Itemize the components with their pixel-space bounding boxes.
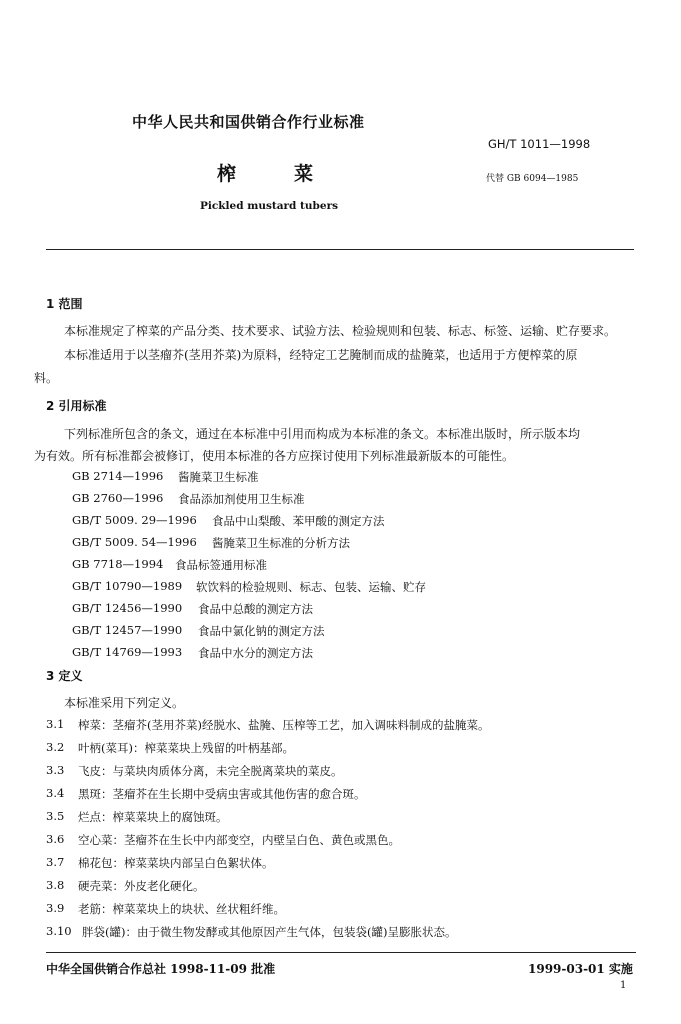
reference-title: 食品标签通用标准: [175, 558, 267, 572]
english-title: Pickled mustard tubers: [200, 200, 339, 212]
reference-title: 食品中氯化钠的测定方法: [198, 624, 325, 638]
definition-number: 3.10: [46, 924, 72, 938]
reference-title: 食品中水分的测定方法: [198, 646, 313, 660]
definition-text: 叶柄(菜耳)：榨菜菜块上残留的叶柄基部。: [78, 741, 294, 755]
definition-text: 老筋：榨菜菜块上的块状、丝状粗纤维。: [78, 902, 285, 916]
implementation-date: 1999-03-01 实施: [528, 962, 633, 976]
definition-number: 3.1: [46, 717, 65, 731]
reference-title: 软饮料的检验规则、标志、包装、运输、贮存: [196, 580, 426, 594]
reference-code: GB/T 5009. 54—1996: [72, 535, 197, 549]
reference-title: 酱腌菜卫生标准的分析方法: [212, 536, 350, 550]
page-number: 1: [620, 980, 627, 991]
header-divider: [46, 249, 634, 250]
section-1-para-1: 本标准规定了榨菜的产品分类、技术要求、试验方法、检验规则和包装、标志、标签、运输、贮存要求。: [64, 324, 617, 338]
definition-number: 3.4: [46, 786, 65, 800]
definition-number: 3.9: [46, 901, 65, 915]
section-3-heading: 3 定义: [46, 669, 83, 683]
replaces-note: 代替 GB 6094—1985: [486, 174, 579, 184]
section-3-intro: 本标准采用下列定义。: [64, 696, 185, 710]
definition-number: 3.5: [46, 809, 65, 823]
definition-number: 3.6: [46, 832, 65, 846]
definition-text: 榨菜：茎瘤芥(茎用芥菜)经脱水、盐腌、压榨等工艺，加入调味料制成的盐腌菜。: [78, 718, 490, 732]
reference-code: GB 2760—1996: [72, 491, 164, 505]
reference-code: GB/T 10790—1989: [72, 579, 183, 593]
section-2-intro-line-2: 为有效。所有标准都会被修订，使用本标准的各方应探讨使用下列标准最新版本的可能性。: [34, 449, 515, 463]
definition-text: 烂点：榨菜菜块上的腐蚀斑。: [78, 810, 228, 824]
section-2-intro-line-1: 下列标准所包含的条文，通过在本标准中引用而构成为本标准的条文。本标准出版时，所示版本均: [64, 427, 581, 441]
definition-number: 3.8: [46, 878, 65, 892]
reference-title: 食品中总酸的测定方法: [198, 602, 313, 616]
reference-code: GB/T 12456—1990: [72, 601, 183, 615]
title-char-1: 榨: [217, 163, 237, 185]
reference-code: GB 2714—1996: [72, 469, 164, 483]
title-char-2: 菜: [294, 163, 314, 185]
definition-number: 3.2: [46, 740, 65, 754]
definition-text: 空心菜：茎瘤芥在生长中内部变空，内壁呈白色、黄色或黑色。: [78, 833, 400, 847]
section-1-heading: 1 范围: [46, 297, 83, 311]
standard-code: GH/T 1011—1998: [488, 137, 591, 151]
definition-text: 胖袋(罐)：由于微生物发酵或其他原因产生气体，包装袋(罐)呈膨胀状态。: [82, 925, 457, 939]
reference-code: GB/T 12457—1990: [72, 623, 183, 637]
section-2-heading: 2 引用标准: [46, 399, 107, 413]
footer-divider: [46, 952, 636, 953]
reference-title: 食品添加剂使用卫生标准: [178, 492, 305, 506]
definition-text: 棉花包：榨菜菜块内部呈白色絮状体。: [78, 856, 274, 870]
definition-number: 3.3: [46, 763, 65, 777]
definition-number: 3.7: [46, 855, 65, 869]
definition-text: 硬壳菜：外皮老化硬化。: [78, 879, 205, 893]
definition-text: 黑斑：茎瘤芥在生长期中受病虫害或其他伤害的愈合斑。: [78, 787, 366, 801]
section-1-para-2-line-2: 料。: [34, 371, 59, 385]
reference-code: GB 7718—1994: [72, 557, 164, 571]
definition-text: 飞皮：与菜块肉质体分离，未完全脱离菜块的菜皮。: [78, 764, 343, 778]
org-title: 中华人民共和国供销合作行业标准: [132, 113, 365, 131]
section-1-para-2-line-1: 本标准适用于以茎瘤芥(茎用芥菜)为原料，经特定工艺腌制而成的盐腌菜，也适用于方便榨菜的原: [64, 348, 578, 362]
reference-title: 食品中山梨酸、苯甲酸的测定方法: [212, 514, 385, 528]
reference-title: 酱腌菜卫生标准: [178, 470, 259, 484]
reference-code: GB/T 14769—1993: [72, 645, 183, 659]
reference-code: GB/T 5009. 29—1996: [72, 513, 197, 527]
approval-note: 中华全国供销合作总社 1998-11-09 批准: [46, 962, 276, 976]
